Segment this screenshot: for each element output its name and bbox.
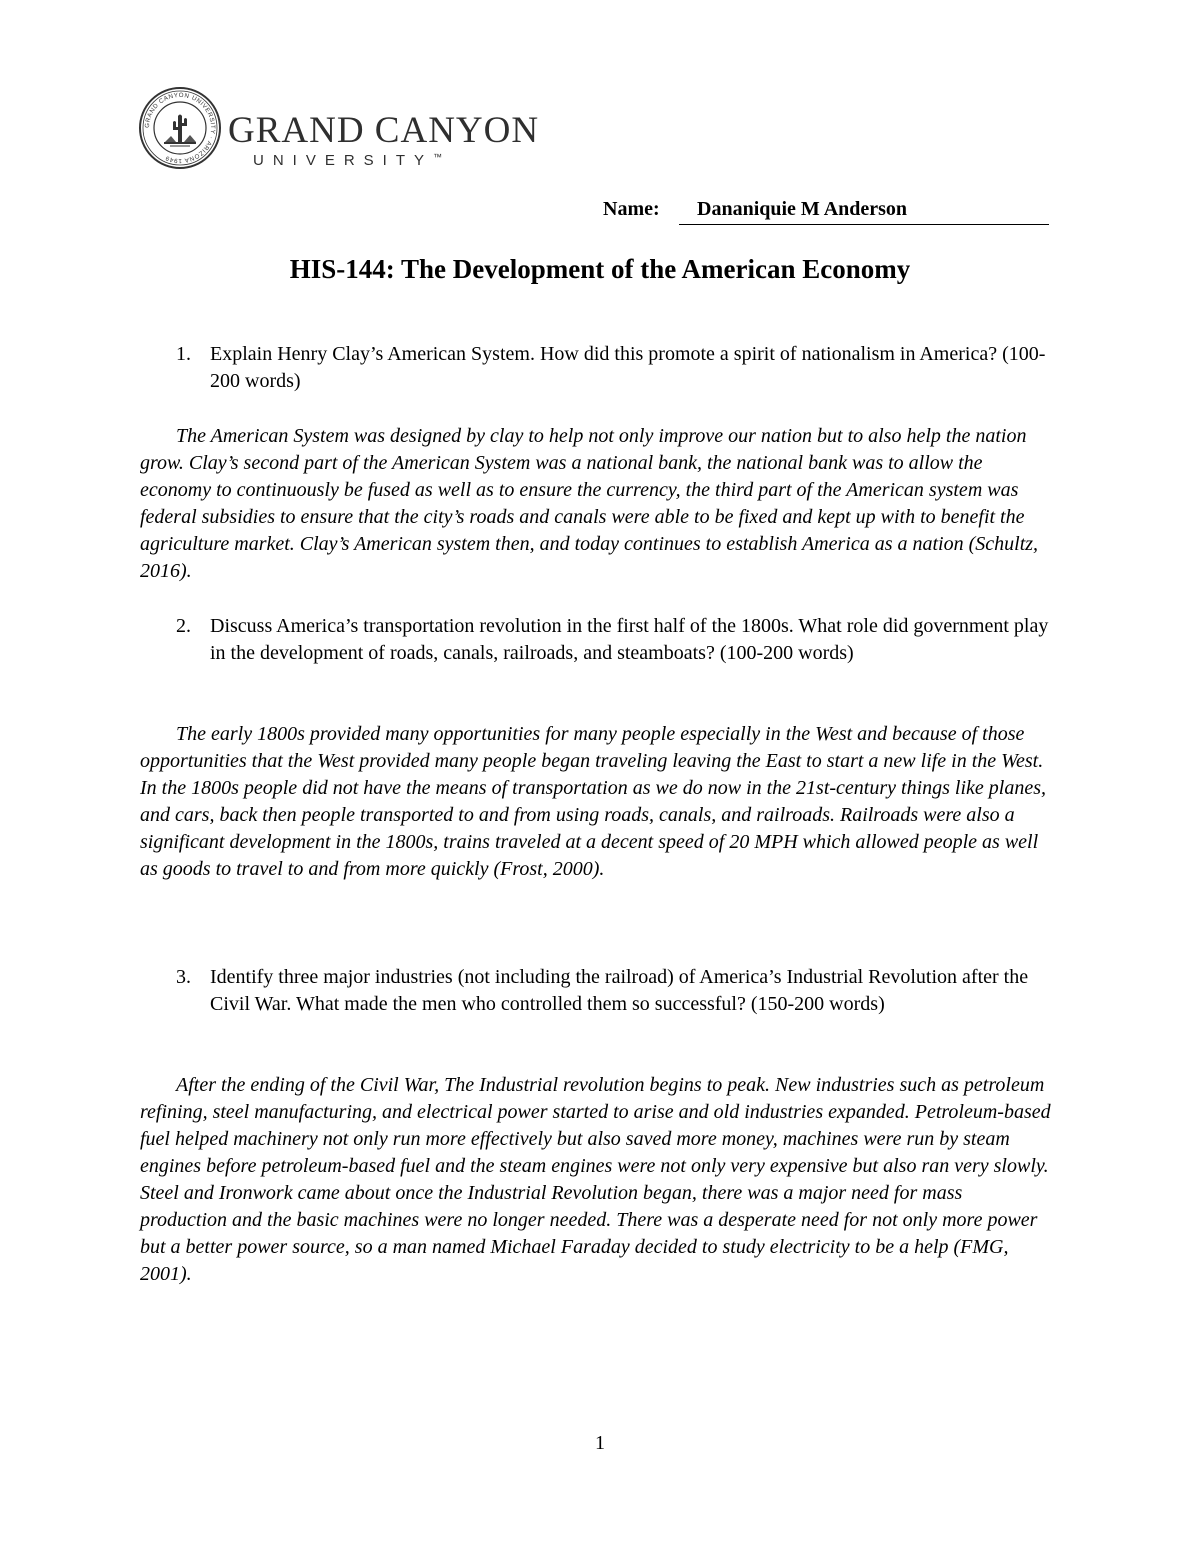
answer-2: The early 1800s provided many opportunities for many people especially in the West and because of those opportunities that the West provided many people began traveling leaving the East to start a new life in the West. In the 1800s people did not have the means of transportation as we do now in the 21st-century things like planes, and cars, back then people transported to and from using roads, canals, and railroads. Railroads were also a significant development in the 1800s, trains traveled at a decent speed of 20 MPH which allowed people as well as goods to travel to and from more quickly (Frost, 2000).: [140, 723, 1047, 880]
question-number: 3.: [176, 966, 191, 988]
question-number: 1.: [176, 343, 191, 365]
document-title: HIS-144: The Development of the American Economy: [289, 254, 911, 284]
logo-subtitle-text: UNIVERSITY: [253, 152, 434, 169]
answer-3: After the ending of the Civil War, The Industrial revolution begins to peak. New industries such as petroleum refining, steel manufacturing, and electrical power started to arise and old industries expanded. Petroleum-based fuel helped machinery not only run more effectively but also saved more money, machines were run by steam engines before petroleum-based fuel and the steam engines were not only very expensive but also ran very slowly. Steel and Ironwork came about once the Industrial Revolution began, there was a major need for mass production and the basic machines were no longer needed. There was a desperate need for not only more power but a better power source, so a man named Michael Faraday decided to study electricity to be a help (FMG, 2001).: [140, 1074, 1051, 1285]
question-number: 2.: [176, 615, 191, 637]
student-name-row: [603, 196, 1049, 226]
name-value: Dananiquie M Anderson: [697, 198, 908, 220]
trademark-symbol: ™: [433, 152, 443, 162]
logo-wordmark-text: GRAND CANYON: [228, 110, 540, 151]
question-prompt: Discuss America’s transportation revolution in the first half of the 1800s. What role did government play in the development of roads, canals, railroads, and steamboats? (100-200 words): [210, 615, 1049, 664]
university-logo: [138, 86, 540, 176]
university-seal-icon: [138, 86, 222, 170]
seal-text: GRAND CANYON UNIVERSITY · ARIZONA 1949: [143, 91, 217, 165]
question-prompt: Identify three major industries (not including the railroad) of America’s Industrial Revolution after the Civil War. What made the men who controlled them so successful? (150-200 words): [210, 966, 1029, 1015]
name-field: [679, 198, 1049, 225]
question-prompt: Explain Henry Clay’s American System. How did this promote a spirit of nationalism in America? (100-200 words): [210, 343, 1046, 392]
logo-subtitle: [253, 153, 442, 168]
answer-1: The American System was designed by clay to help not only improve our nation but to also help the nation grow. Clay’s second part of the American System was a national bank, the national bank was to allow the economy to continuously be fused as well as to ensure the currency, the third part of the American system was federal subsidies to ensure that the city’s roads and canals were able to be fixed and kept up with to benefit the agriculture market. Clay’s American system then, and today continues to establish America as a nation (Schultz, 2016).: [140, 425, 1039, 582]
page-number: 1: [595, 1432, 605, 1454]
logo-wordmark: [228, 112, 539, 149]
name-label: Name:: [603, 198, 660, 220]
